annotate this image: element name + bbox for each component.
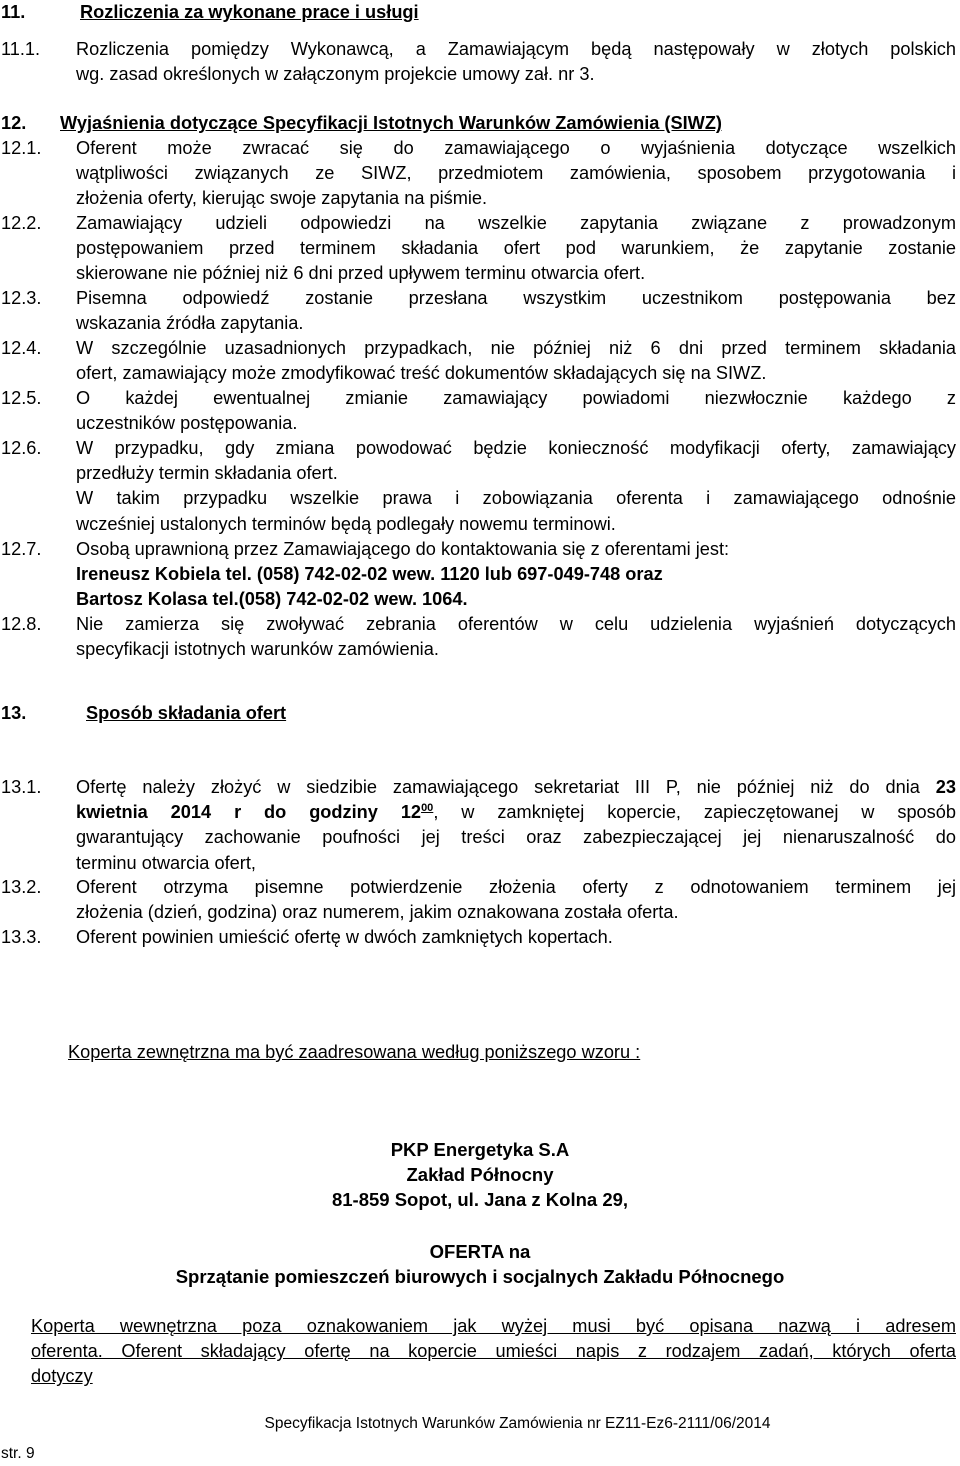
text-line: Koperta wewnętrzna poza oznakowaniem jak wyżej musi być opisana nazwą i adresem <box>31 1316 956 1336</box>
item-text <box>76 37 956 87</box>
item-number: 12.5. <box>1 388 42 408</box>
text-line: skierowane nie później niż 6 dni przed upływem terminu otwarcia ofert. <box>76 263 646 284</box>
item-text <box>76 136 956 212</box>
item-number: 11.1. <box>1 39 41 59</box>
item-text <box>76 386 956 436</box>
text-line: W przypadku, gdy zmiana powodować będzie konieczność modyfikacji oferty, zamawiający <box>76 438 956 458</box>
item-number: 12.3. <box>1 288 42 308</box>
item-number: 12.4. <box>1 338 42 358</box>
text-line: Nie zamierza się zwoływać zebrania oferentów w celu udzielenia wyjaśnień dotyczących <box>76 614 956 634</box>
text-line: złożenia oferty, kierując swoje zapytania na piśmie. <box>76 188 488 209</box>
page-number: str. 9 <box>1 1445 35 1462</box>
text-line: dotyczy <box>31 1366 93 1387</box>
item-number: 13.2. <box>1 877 42 897</box>
text-line: Pisemna odpowiedź zostanie przesłana wszystkim uczestnikom postępowania bez <box>76 288 956 308</box>
text-line: wcześniej ustalonych terminów będą podlegały nowemu terminowi. <box>76 513 616 534</box>
company-address: 81-859 Sopot, ul. Jana z Kolna 29, <box>331 1189 629 1211</box>
text-line: oferenta. Oferent składający ofertę na kopercie umieści napis z rodzajem zadań, których oferta <box>31 1341 956 1362</box>
section-title: Rozliczenia za wykonane prace i usługi <box>80 2 419 22</box>
section-title: Wyjaśnienia dotyczące Specyfikacji Istotnych Warunków Zamówienia (SIWZ) <box>60 113 722 133</box>
text-line: W szczególnie uzasadnionych przypadkach, nie później niż 6 dni przed terminem składania <box>76 338 956 358</box>
company-name: PKP Energetyka S.A <box>390 1139 570 1160</box>
footer-spec: Specyfikacja Istotnych Warunków Zamówienia nr EZ11-Ez6-2111/06/2014 <box>264 1415 771 1432</box>
company-unit: Zakład Północny <box>406 1164 554 1186</box>
item-text <box>76 286 956 336</box>
item-text <box>76 875 956 925</box>
text-line: W takim przypadku wszelkie prawa i zobowiązania oferenta i zamawiającego odnośnie <box>76 488 956 509</box>
text-segment: , w zamkniętej kopercie, zapieczętowanej w sposób <box>433 802 956 823</box>
item-text <box>76 436 956 537</box>
item-text <box>76 211 956 287</box>
section-number: 12. <box>1 113 27 133</box>
item-text <box>76 775 956 876</box>
item-number: 12.2. <box>1 213 42 233</box>
text-line: specyfikacji istotnych warunków zamówienia. <box>76 639 439 660</box>
text-line: O każdej ewentualnej zmianie zamawiający powiadomi niezwłocznie każdego z <box>76 388 956 408</box>
item-text <box>76 612 956 662</box>
text-line: Zamawiający udzieli odpowiedzi na wszelkie zapytania związane z prowadzonym <box>76 213 956 233</box>
text-line: wątpliwości związanych ze SIWZ, przedmiotem zamówienia, sposobem przygotowania i <box>76 163 956 184</box>
item-text <box>76 537 956 613</box>
item-number: 12.1. <box>1 138 42 158</box>
text-line: Rozliczenia pomiędzy Wykonawcą, a Zamawiającym będą następowały w złotych polskich <box>76 39 956 59</box>
section-title: Sposób składania ofert <box>86 703 287 723</box>
text-line: Oferent powinien umieścić ofertę w dwóch zamkniętych kopertach. <box>76 927 613 947</box>
item-number: 13.3. <box>1 927 42 947</box>
deadline-date: kwietnia 2014 r do godziny 12 <box>76 802 422 823</box>
text-line: Osobą uprawnioną przez Zamawiającego do kontaktowania się z oferentami jest: <box>76 539 730 559</box>
text-line: Oferent otrzyma pisemne potwierdzenie złożenia oferty z odnotowaniem terminem jej <box>76 877 956 897</box>
offer-subject: Sprzątanie pomieszczeń biurowych i socjalnych Zakładu Północnego <box>175 1266 785 1288</box>
outer-envelope-instruction: Koperta zewnętrzna ma być zaadresowana według poniższego wzoru : <box>68 1042 641 1062</box>
text-line <box>76 775 956 800</box>
text-line: wskazania źródła zapytania. <box>76 313 304 334</box>
item-number: 13.1. <box>1 777 42 797</box>
contact-line: Ireneusz Kobiela tel. (058) 742-02-02 wew. 1120 lub 697-049-748 oraz <box>76 564 663 585</box>
section-number: 13. <box>1 703 27 723</box>
text-line: wg. zasad określonych w załączonym projekcie umowy zał. nr 3. <box>76 64 595 85</box>
text-line: przedłuży termin składania ofert. <box>76 463 338 484</box>
section-number: 11. <box>1 2 26 22</box>
deadline-minutes: 00 <box>421 802 434 815</box>
text-line: Oferent może zwracać się do zamawiającego o wyjaśnienia dotyczące wszelkich <box>76 138 956 158</box>
offer-block <box>0 1239 960 1289</box>
text-line: gwarantujący zachowanie poufności jej treści oraz zabezpieczającej jej nienaruszalność do <box>76 827 956 848</box>
item-number: 12.6. <box>1 438 42 458</box>
address-block <box>0 1137 960 1213</box>
deadline-day: 23 <box>935 777 956 797</box>
text-line <box>76 800 956 825</box>
contact-line: Bartosz Kolasa tel.(058) 742-02-02 wew. 1064. <box>76 589 468 610</box>
text-line: terminu otwarcia ofert, <box>76 852 256 873</box>
text-line: postępowaniem przed terminem składania ofert pod warunkiem, że zapytanie zostanie <box>76 238 956 259</box>
text-line: ofert, zamawiający może zmodyfikować treść dokumentów składających się na SIWZ. <box>76 363 767 384</box>
text-segment: Ofertę należy złożyć w siedzibie zamawiającego sekretariat III P, nie później niż do dnia <box>76 777 920 797</box>
item-number: 12.7. <box>1 539 42 559</box>
item-number: 12.8. <box>1 614 42 634</box>
offer-heading: OFERTA na <box>429 1241 531 1262</box>
inner-envelope-instruction <box>31 1314 956 1390</box>
item-text <box>76 336 956 386</box>
item-text <box>76 925 956 950</box>
text-line: złożenia (dzień, godzina) oraz numerem, jakim oznakowana została oferta. <box>76 902 679 923</box>
text-line: uczestników postępowania. <box>76 413 298 434</box>
